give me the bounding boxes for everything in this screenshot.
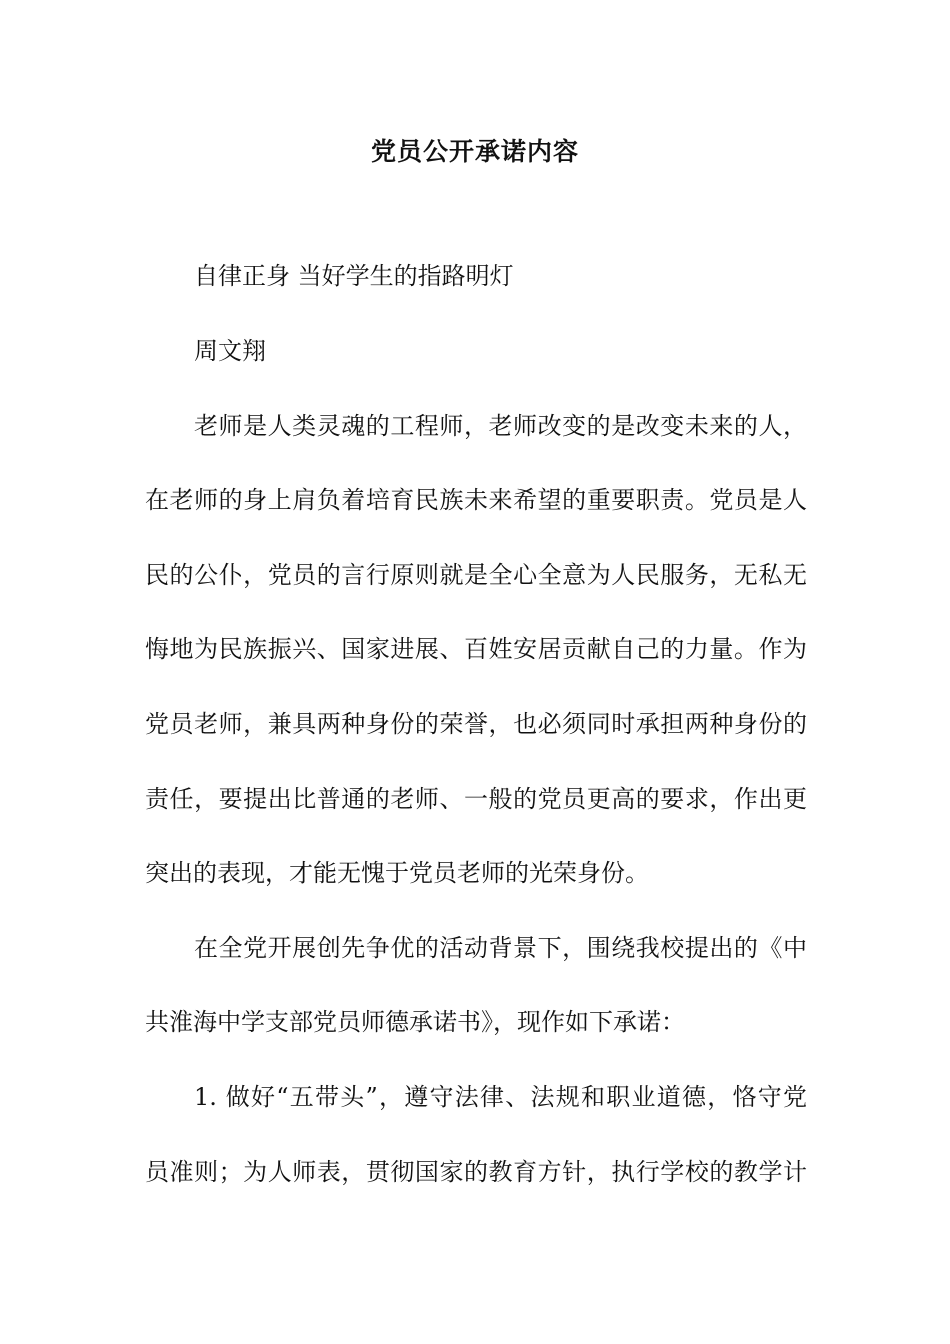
paragraph-line: 责任，要提出比普通的老师、一般的党员更高的要求，作出更 [145,785,807,813]
paragraph-line: 老师是人类灵魂的工程师，老师改变的是改变未来的人， [194,412,807,440]
paragraph-line: 党员老师，兼具两种身份的荣誉，也必须同时承担两种身份的 [145,710,807,738]
paragraph-line: 民的公仆，党员的言行原则就是全心全意为人民服务，无私无 [145,561,807,589]
list-item-line: 员准则；为人师表，贯彻国家的教育方针，执行学校的教学计 [145,1158,807,1186]
paragraph-line: 在老师的身上肩负着培育民族未来希望的重要职责。党员是人 [145,486,807,514]
paragraph-line: 共淮海中学支部党员师德承诺书》，现作如下承诺： [145,1008,685,1036]
subtitle-line: 自律正身 当好学生的指路明灯 [194,262,514,290]
author-line: 周文翔 [194,337,266,365]
paragraph-line: 悔地为民族振兴、国家进展、百姓安居贡献自己的力量。作为 [145,635,807,663]
paragraph-line: 突出的表现，才能无愧于党员老师的光荣身份。 [145,859,649,887]
document-title: 党员公开承诺内容 [370,137,579,166]
paragraph-line: 在全党开展创先争优的活动背景下，围绕我校提出的《中 [194,934,807,962]
list-item-line: 1. 做好“五带头”，遵守法律、法规和职业道德，恪守党 [194,1083,807,1111]
